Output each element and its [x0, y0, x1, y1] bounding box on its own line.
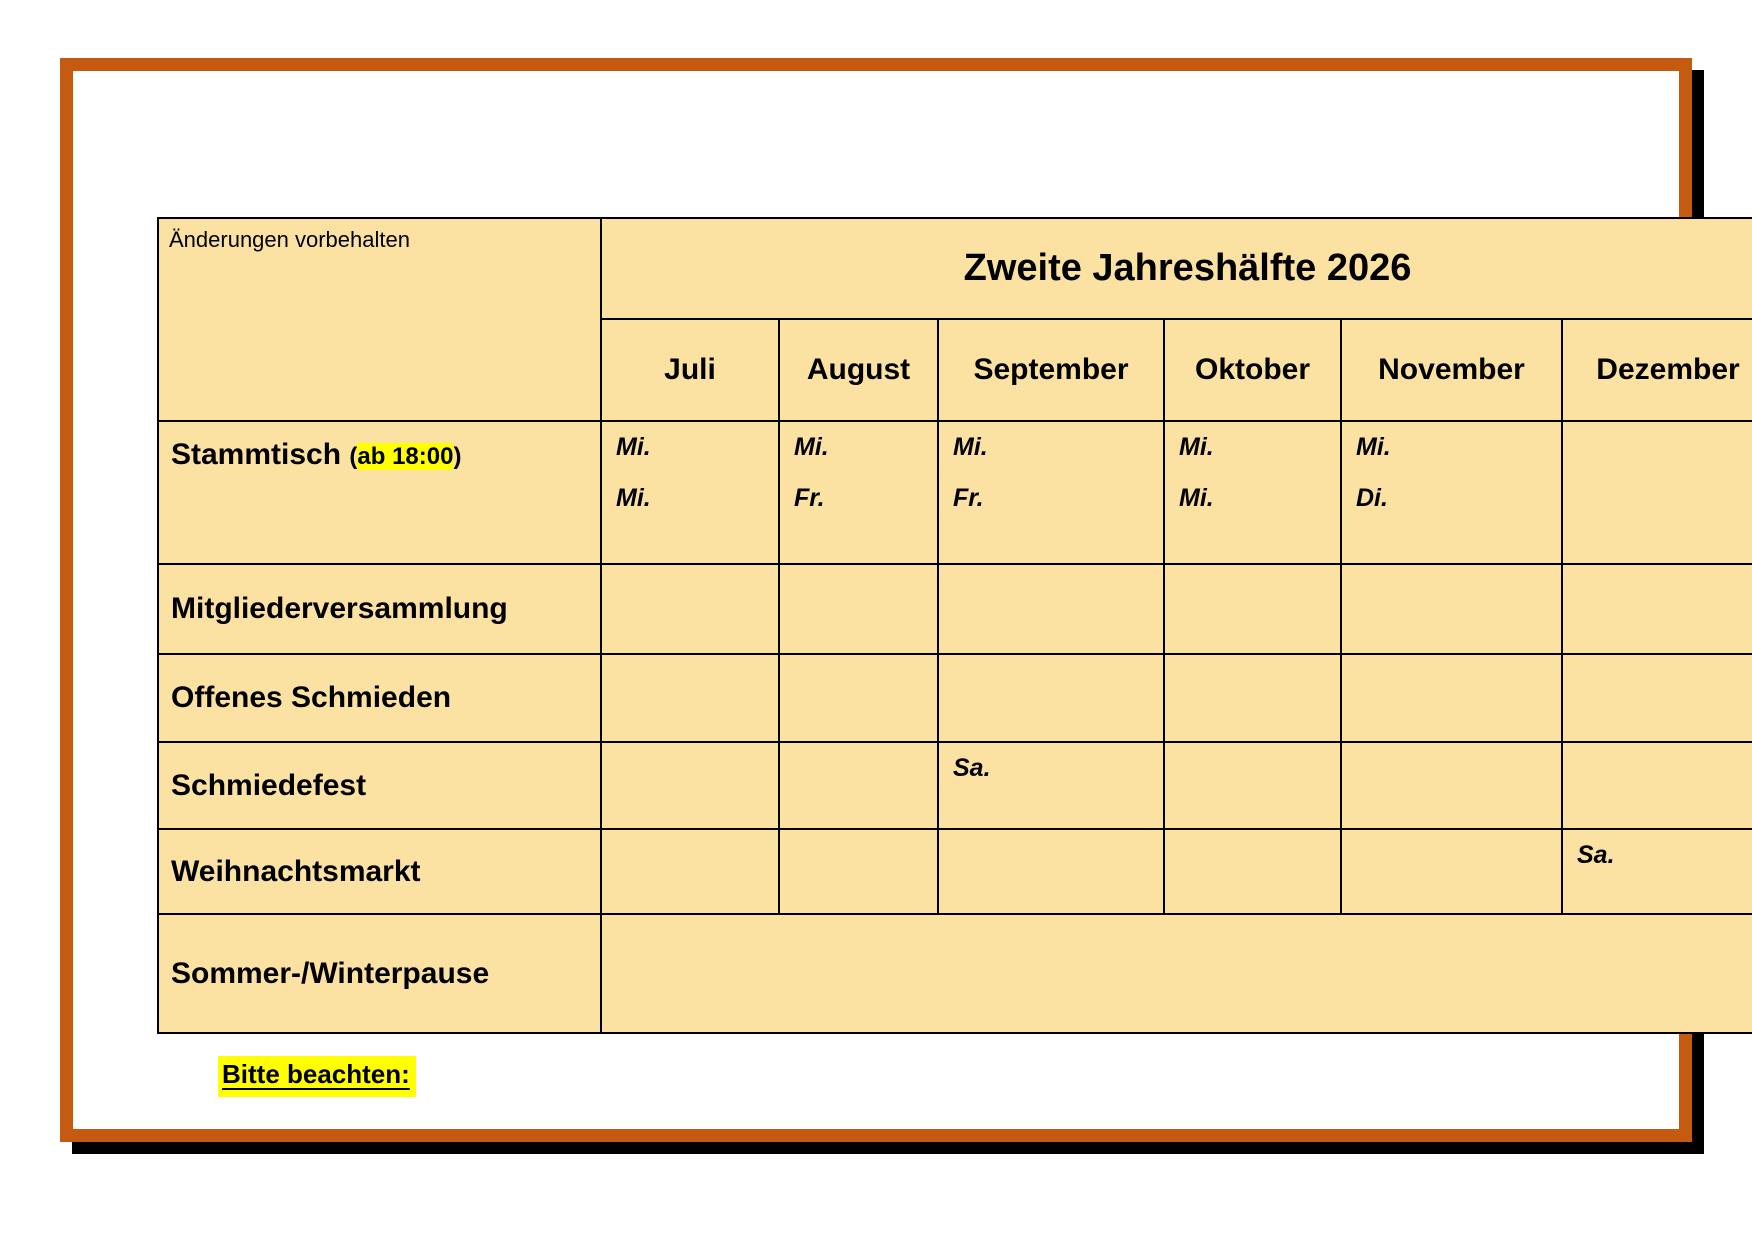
month-header-august: August: [779, 319, 938, 421]
day-entry: Mi.: [616, 484, 651, 512]
day-entry: Sa.: [1577, 841, 1615, 869]
merged-empty-cell: [601, 914, 1752, 1033]
day-cell-empty: [1164, 742, 1341, 829]
day-cell-empty: [779, 829, 938, 914]
day-entry: Di.: [1356, 484, 1388, 512]
day-entry: Sa.: [953, 754, 991, 782]
day-entry: Mi.: [616, 433, 651, 461]
event-label-cell: [158, 742, 601, 829]
event-label: Offenes Schmieden: [171, 681, 452, 714]
day-cell-empty: [779, 742, 938, 829]
event-label-cell: [158, 564, 601, 654]
day-cell-empty: [601, 742, 779, 829]
day-entry: Mi.: [794, 433, 829, 461]
day-entry: Mi.: [1179, 433, 1214, 461]
day-cell-empty: [1164, 564, 1341, 654]
day-entry: Mi.: [1356, 433, 1391, 461]
event-row-sommer-winterpause: [158, 914, 1752, 1033]
day-entry: Fr.: [794, 484, 825, 512]
day-cell-empty: [601, 564, 779, 654]
day-entry: Mi.: [953, 433, 988, 461]
day-cell-empty: [1341, 742, 1562, 829]
event-row-offenes-schmieden: [158, 654, 1752, 742]
day-cell-empty: [938, 564, 1164, 654]
month-header-november: November: [1341, 319, 1562, 421]
day-cell-empty: [1562, 654, 1752, 742]
event-label: Sommer-/Winterpause: [171, 956, 490, 990]
day-cell-empty: [1562, 742, 1752, 829]
day-cell: [938, 421, 1164, 564]
day-entry: Fr.: [953, 484, 984, 512]
schedule-table-container: [157, 217, 1752, 1037]
month-header-juli: Juli: [601, 319, 779, 421]
day-cell-empty: [1341, 654, 1562, 742]
event-label-paren-open: (: [349, 443, 358, 470]
day-cell-empty: [779, 564, 938, 654]
day-cell-empty: [1562, 564, 1752, 654]
month-header-dezember: Dezember: [1562, 319, 1752, 421]
day-cell-empty: [1562, 421, 1752, 564]
event-label: Mitgliederversammlung: [171, 592, 508, 625]
day-cell-empty: [779, 654, 938, 742]
footer-note-highlight: Bitte beachten:: [218, 1056, 416, 1097]
day-cell-empty: [601, 654, 779, 742]
event-label-cell: [158, 914, 601, 1033]
event-label: Weihnachtsmarkt: [171, 854, 421, 888]
day-cell: [601, 421, 779, 564]
event-row-weihnachtsmarkt: [158, 829, 1752, 914]
day-cell-empty: [938, 829, 1164, 914]
day-cell-empty: [601, 829, 779, 914]
day-cell: [1164, 421, 1341, 564]
day-cell: [1562, 829, 1752, 914]
corner-note-cell: [158, 218, 601, 421]
day-cell-empty: [1341, 829, 1562, 914]
page-title: Zweite Jahreshälfte 2026: [963, 247, 1412, 289]
event-row-mitgliederversammlung: [158, 564, 1752, 654]
event-row-schmiedefest: [158, 742, 1752, 829]
day-cell: [1341, 421, 1562, 564]
month-header-oktober: Oktober: [1164, 319, 1341, 421]
event-time-highlight: ab 18:00: [357, 443, 454, 470]
event-row-stammtisch: [158, 421, 1752, 564]
day-cell-empty: [1164, 654, 1341, 742]
table-title-cell: [601, 218, 1752, 319]
event-label-cell: [158, 421, 601, 564]
day-cell-empty: [1164, 829, 1341, 914]
day-cell-empty: [938, 654, 1164, 742]
day-cell-empty: [1341, 564, 1562, 654]
changes-reserved-note: Änderungen vorbehalten: [169, 227, 410, 252]
schedule-table: [157, 217, 1752, 1034]
event-label-paren-close: ): [453, 443, 462, 470]
event-label: Stammtisch: [171, 438, 342, 471]
title-row: [158, 218, 1752, 319]
day-entry: Mi.: [1179, 484, 1214, 512]
event-label-cell: [158, 829, 601, 914]
event-label: Schmiedefest: [171, 768, 367, 802]
document-page: [60, 58, 1740, 1142]
event-label-cell: [158, 654, 601, 742]
month-header-september: September: [938, 319, 1164, 421]
day-cell: [938, 742, 1164, 829]
day-cell: [779, 421, 938, 564]
